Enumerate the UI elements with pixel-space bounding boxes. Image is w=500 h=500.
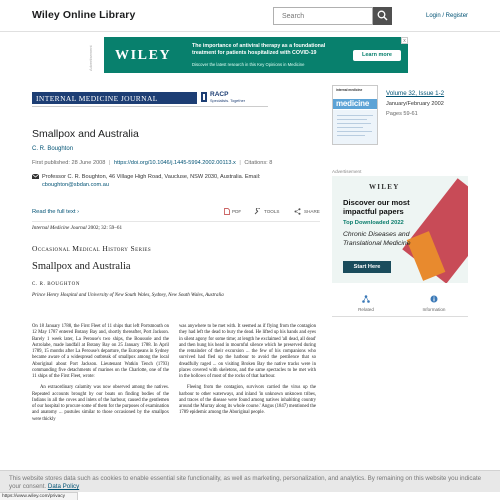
banner-ad[interactable] <box>104 37 408 73</box>
tab-related-label: Related <box>358 307 374 312</box>
side-ad-headline: Discover our most impactful papers <box>343 198 410 216</box>
divider <box>32 221 320 222</box>
site-logo[interactable]: Wiley Online Library <box>32 9 136 21</box>
journal-cover-image[interactable] <box>332 85 378 145</box>
doi-link[interactable]: https://doi.org/10.1046/j.1445-5994.2002.00113.x <box>113 160 236 166</box>
cover-word: medicine <box>336 99 370 108</box>
correspondence <box>32 173 292 189</box>
scan-paragraph: An extraordinary calamity was now observed among the natives. Repeated accounts brought by our boats on finding bodies of the Indians in all the coves and inlets of the harbour, caused the gentlemen of our hospital to procure some of them for the purposes of examination and anatomy ... pustules similar to those occasioned by the smallpox were thickly <box>32 385 169 422</box>
correspondence-address: Professor C. R. Boughton, 46 Village High Road, Vaucluse, NSW 2030, Australia. Email: <box>42 174 261 180</box>
cover-text: internal medicine <box>336 88 363 92</box>
share-icon <box>294 208 301 215</box>
login-register-link[interactable]: Login / Register <box>426 13 469 19</box>
journal-title: INTERNAL MEDICINE JOURNAL <box>32 92 197 104</box>
scan-series-title: Occasional Medical History Series <box>32 244 152 253</box>
journal-header[interactable] <box>32 90 268 107</box>
author-link[interactable]: C. R. Boughton <box>32 146 74 152</box>
site-header <box>0 0 500 32</box>
related-icon <box>362 295 370 303</box>
ad-close-icon[interactable]: x <box>401 37 408 44</box>
tab-related[interactable] <box>332 287 400 317</box>
racp-subtext: Specialists. Together <box>210 99 245 103</box>
tab-information-label: Information <box>422 307 446 312</box>
article-first-page-image <box>32 224 320 475</box>
side-ad-downloaded: Top Downloaded 2022 <box>343 220 404 226</box>
issue-date: January/February 2002 <box>386 101 444 107</box>
article-title: Smallpox and Australia <box>32 128 139 140</box>
email-link[interactable]: cboughton@sbdan.com.au <box>42 182 109 188</box>
banner-ad-subline: Discover the latest research in this Key Opinions in Medicine <box>192 62 305 67</box>
banner-ad-brand: WILEY <box>115 48 172 63</box>
cookie-banner <box>0 470 500 492</box>
first-published-label: First published: <box>32 160 70 166</box>
search-button[interactable] <box>373 7 392 25</box>
scan-paragraph: Fleeing from the contagion, survivors carried the virus up the harbour to other waterways, and inland 'in unknown unknown tribes, and traces of the disease were found among natives inhabiting country around the Murray along its whole course.' Angus (1847) mentioned the 1789 epidemic among the Aboriginal people. <box>179 385 316 416</box>
search-icon <box>377 10 388 21</box>
status-bar-url: https://www.wiley.com/privacy <box>0 492 78 500</box>
scan-paragraph: On 18 January 1788, the First Fleet of 11 ships that left Portsmouth on 12 May 1787 entered Botany Bay and, shortly thereafter, Port Jackson. Barely 1 week later, La Perouse's two ships, the Boussole and the Astrolabe, made landfall at Botany Bay on 25 January 1788. In April 1789, 15 months after La Perouse's departure, the Europeans in Sydney became aware of a widespread outbreak of smallpox among the local Aboriginal about Port Jackson. Lieutenant Watkin Tench (1793) commanding five detachments of marines on the Charlotte, one of the 11 ships of the First Fleet, wrote: <box>32 324 169 379</box>
scan-paragraph: was anywhere to be met with. It seemed as if flying from the contagion they had left the dead to bury the dead. He lifted up his hands and eyes in silent agony for some time; at length he exclaimed 'all dead, all dead' and then hung his head in mournful silence which he preserved during the remainder of their excursion ... the few of his companions who survived had fled up the harbour to avoid the pestilence that so dreadfully raged ... on visiting Broken Bay the native tracks were in places covered with skeletons, and the same spectacles to be met with in the hollows of most of the rocks of that harbour. <box>179 324 316 379</box>
wrench-icon <box>254 208 261 215</box>
racp-logo-icon <box>200 91 208 103</box>
scan-affiliation: Prince Henry Hospital and University of New South Wales, Sydney, New South Wales, Australia <box>32 293 224 298</box>
banner-ad-headline: The importance of antiviral therapy as a foundational treatment for patients hospitalized with COVID-19 <box>192 43 326 56</box>
pdf-icon <box>224 208 230 215</box>
publication-info: First published: 28 June 2008 | https://doi.org/10.1046/j.1445-5994.2002.00113.x | Citations: 8 <box>32 160 273 166</box>
data-policy-link[interactable]: Data Policy <box>47 483 80 490</box>
banner-ad-cta-button[interactable]: Learn more <box>353 50 401 61</box>
read-full-text-label: Read the full text <box>32 209 76 215</box>
page-range: Pages 59-61 <box>386 111 418 117</box>
mail-icon <box>32 174 39 179</box>
cookie-text: This website stores data such as cookies to enable essential site functionality, as well as marketing, personalization, and analytics. By remaining on this website you indicate your consent. Data Policy <box>9 475 482 490</box>
search-input[interactable]: Search <box>273 7 373 25</box>
first-published-date: 28 June 2008 <box>71 160 106 166</box>
pdf-button[interactable]: PDF <box>232 209 242 214</box>
side-ad-cta-button[interactable]: Start Here <box>343 261 391 273</box>
scan-author: C. R. BOUGHTON <box>32 282 81 287</box>
scan-left-column <box>32 324 169 428</box>
related-info-tabs <box>332 287 468 317</box>
info-icon <box>430 295 438 303</box>
ad-label: Advertisement <box>88 45 93 71</box>
side-ad-book-title: Chronic Diseases and Translational Medicine <box>343 231 411 247</box>
racp-text: RACP <box>210 91 229 98</box>
citations-count[interactable]: Citations: 8 <box>244 160 273 166</box>
scan-article-title: Smallpox and Australia <box>32 261 131 272</box>
volume-issue-link[interactable]: Volume 32, Issue 1-2 <box>386 90 445 97</box>
scan-right-column <box>179 324 316 422</box>
ad-label: Advertisement <box>332 169 362 174</box>
side-ad[interactable] <box>332 176 468 283</box>
tab-information[interactable] <box>400 287 468 317</box>
scan-citation: Internal Medicine Journal 2002; 32: 59–61 <box>32 225 123 231</box>
tools-button[interactable]: TOOLS <box>264 209 280 214</box>
share-button[interactable]: SHARE <box>304 209 320 214</box>
read-full-text-link[interactable]: Read the full text › <box>32 209 80 215</box>
side-ad-brand: WILEY <box>369 183 400 191</box>
